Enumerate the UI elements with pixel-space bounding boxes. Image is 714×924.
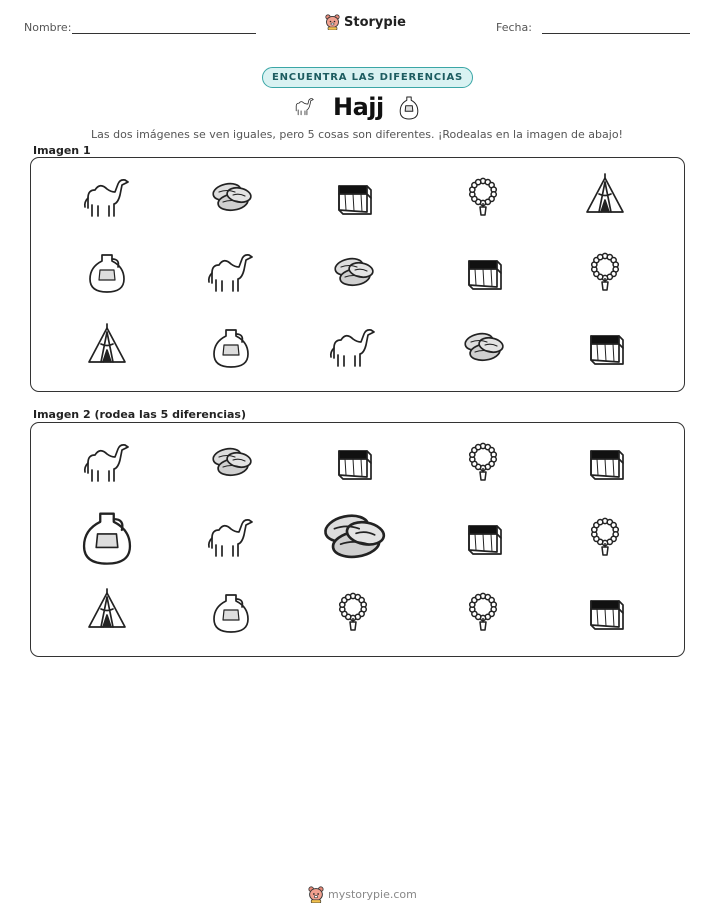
kaaba-icon[interactable] [323, 168, 383, 228]
dates-icon[interactable] [323, 508, 383, 568]
tent-icon[interactable] [77, 583, 137, 643]
date-field[interactable] [542, 33, 690, 34]
bear-mascot-icon [308, 886, 324, 903]
brand-name: Storypie [344, 14, 406, 30]
activity-type-badge: ENCUENTRA LAS DIFERENCIAS [262, 67, 473, 88]
dates-icon[interactable] [323, 243, 383, 303]
dates-icon[interactable] [201, 168, 261, 228]
prayer-beads-icon[interactable] [453, 583, 513, 643]
footer-url: mystorypie.com [328, 888, 417, 901]
kaaba-icon[interactable] [453, 508, 513, 568]
dates-icon[interactable] [201, 433, 261, 493]
tent-icon[interactable] [77, 318, 137, 378]
jug-icon[interactable] [201, 583, 261, 643]
camel-icon[interactable] [201, 508, 261, 568]
panel2-frame[interactable] [30, 422, 685, 657]
worksheet-title: Hajj [333, 93, 384, 121]
jug-icon[interactable] [201, 318, 261, 378]
camel-icon[interactable] [77, 168, 137, 228]
prayer-beads-icon[interactable] [323, 583, 383, 643]
name-label: Nombre: [24, 21, 72, 34]
prayer-beads-icon[interactable] [453, 433, 513, 493]
camel-icon[interactable] [77, 433, 137, 493]
brand-logo [325, 14, 406, 30]
dates-icon[interactable] [453, 318, 513, 378]
kaaba-icon[interactable] [575, 433, 635, 493]
kaaba-icon[interactable] [453, 243, 513, 303]
camel-icon[interactable] [201, 243, 261, 303]
prayer-beads-icon[interactable] [575, 508, 635, 568]
jug-icon[interactable] [77, 508, 137, 568]
title-jug-icon [397, 94, 421, 126]
kaaba-icon[interactable] [575, 583, 635, 643]
camel-icon[interactable] [323, 318, 383, 378]
panel1-frame [30, 157, 685, 392]
jug-icon[interactable] [77, 243, 137, 303]
title-camel-icon [289, 94, 319, 124]
tent-icon[interactable] [575, 168, 635, 228]
prayer-beads-icon[interactable] [575, 243, 635, 303]
kaaba-icon[interactable] [323, 433, 383, 493]
panel2-label: Imagen 2 (rodea las 5 diferencias) [33, 408, 247, 421]
bear-mascot-icon [325, 14, 340, 30]
panel1-label: Imagen 1 [33, 144, 91, 157]
date-label: Fecha: [496, 21, 532, 34]
name-field[interactable] [72, 33, 256, 34]
prayer-beads-icon[interactable] [453, 168, 513, 228]
kaaba-icon[interactable] [575, 318, 635, 378]
footer [308, 886, 417, 903]
instructions-text: Las dos imágenes se ven iguales, pero 5 cosas son diferentes. ¡Rodealas en la imagen de abajo! [91, 128, 623, 141]
